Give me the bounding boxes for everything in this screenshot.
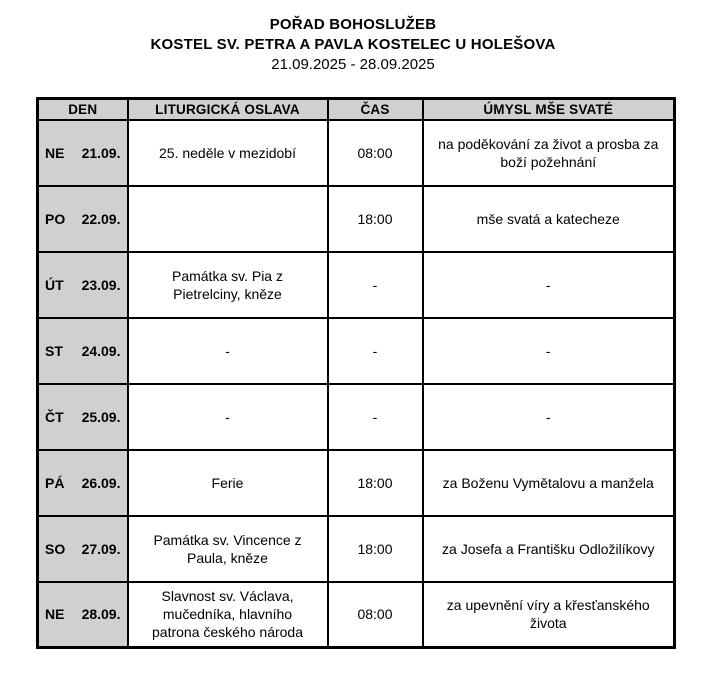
- umysl-cell: za Boženu Vymětalovu a manžela: [423, 450, 675, 516]
- day-cell: [38, 252, 128, 318]
- umysl-cell: za upevnění víry a křesťanského života: [423, 582, 675, 648]
- oslava-cell: -: [128, 318, 328, 384]
- day-date: 24.09.: [81, 342, 121, 359]
- umysl-cell: -: [423, 252, 675, 318]
- oslava-cell: Památka sv. Vincence z Paula, kněze: [128, 516, 328, 582]
- column-header-den: DEN: [38, 99, 128, 120]
- cas-cell: -: [328, 318, 423, 384]
- table-row: [38, 120, 675, 186]
- day-abbrev: ČT: [45, 408, 64, 425]
- umysl-cell: -: [423, 318, 675, 384]
- oslava-cell: Slavnost sv. Václava, mučedníka, hlavního patrona českého národa: [128, 582, 328, 648]
- day-date: 25.09.: [81, 408, 121, 425]
- umysl-cell: za Josefa a Františku Odložilíkovy: [423, 516, 675, 582]
- table-row: [38, 384, 675, 450]
- oslava-cell: -: [128, 384, 328, 450]
- day-date: 26.09.: [81, 474, 121, 491]
- oslava-cell: Památka sv. Pia z Pietrelciny, kněze: [128, 252, 328, 318]
- oslava-cell: [128, 186, 328, 252]
- church-name: KOSTEL SV. PETRA A PAVLA KOSTELEC U HOLEŠOVA: [150, 36, 556, 53]
- day-abbrev: PÁ: [45, 474, 65, 491]
- day-cell: [38, 450, 128, 516]
- day-cell: [38, 186, 128, 252]
- table-row: [38, 450, 675, 516]
- day-abbrev: ÚT: [45, 276, 64, 293]
- day-date: 21.09.: [81, 144, 121, 161]
- day-abbrev: ST: [45, 342, 63, 359]
- day-abbrev: NE: [45, 606, 65, 623]
- day-abbrev: PO: [45, 210, 66, 227]
- cas-cell: 08:00: [328, 582, 423, 648]
- column-header-liturgicka-oslava: LITURGICKÁ OSLAVA: [128, 99, 328, 120]
- day-date: 23.09.: [81, 276, 121, 293]
- date-range: 21.09.2025 - 28.09.2025: [271, 56, 435, 73]
- day-date: 27.09.: [81, 540, 121, 557]
- cas-cell: 18:00: [328, 186, 423, 252]
- oslava-cell: 25. neděle v mezidobí: [128, 120, 328, 186]
- schedule-table: [36, 97, 676, 649]
- day-cell: [38, 516, 128, 582]
- day-cell: [38, 582, 128, 648]
- umysl-cell: mše svatá a katecheze: [423, 186, 675, 252]
- table-row: [38, 318, 675, 384]
- document-title: POŘAD BOHOSLUŽEB: [269, 16, 437, 33]
- column-header-cas: ČAS: [328, 99, 423, 120]
- table-row: [38, 186, 675, 252]
- cas-cell: -: [328, 252, 423, 318]
- day-cell: [38, 384, 128, 450]
- day-abbrev: NE: [45, 144, 65, 161]
- cas-cell: 18:00: [328, 516, 423, 582]
- cas-cell: 18:00: [328, 450, 423, 516]
- cas-cell: 08:00: [328, 120, 423, 186]
- day-abbrev: SO: [45, 540, 66, 557]
- umysl-cell: na poděkování za život a prosba za boží požehnání: [423, 120, 675, 186]
- table-row: [38, 516, 675, 582]
- day-date: 28.09.: [81, 606, 121, 623]
- oslava-cell: Ferie: [128, 450, 328, 516]
- table-row: [38, 252, 675, 318]
- umysl-cell: -: [423, 384, 675, 450]
- table-header-row: [38, 99, 675, 120]
- table-row: [38, 582, 675, 648]
- cas-cell: -: [328, 384, 423, 450]
- day-cell: [38, 120, 128, 186]
- column-header-umysl-mse-svate: ÚMYSL MŠE SVATÉ: [423, 99, 675, 120]
- day-date: 22.09.: [81, 210, 121, 227]
- day-cell: [38, 318, 128, 384]
- document-header: [0, 0, 706, 75]
